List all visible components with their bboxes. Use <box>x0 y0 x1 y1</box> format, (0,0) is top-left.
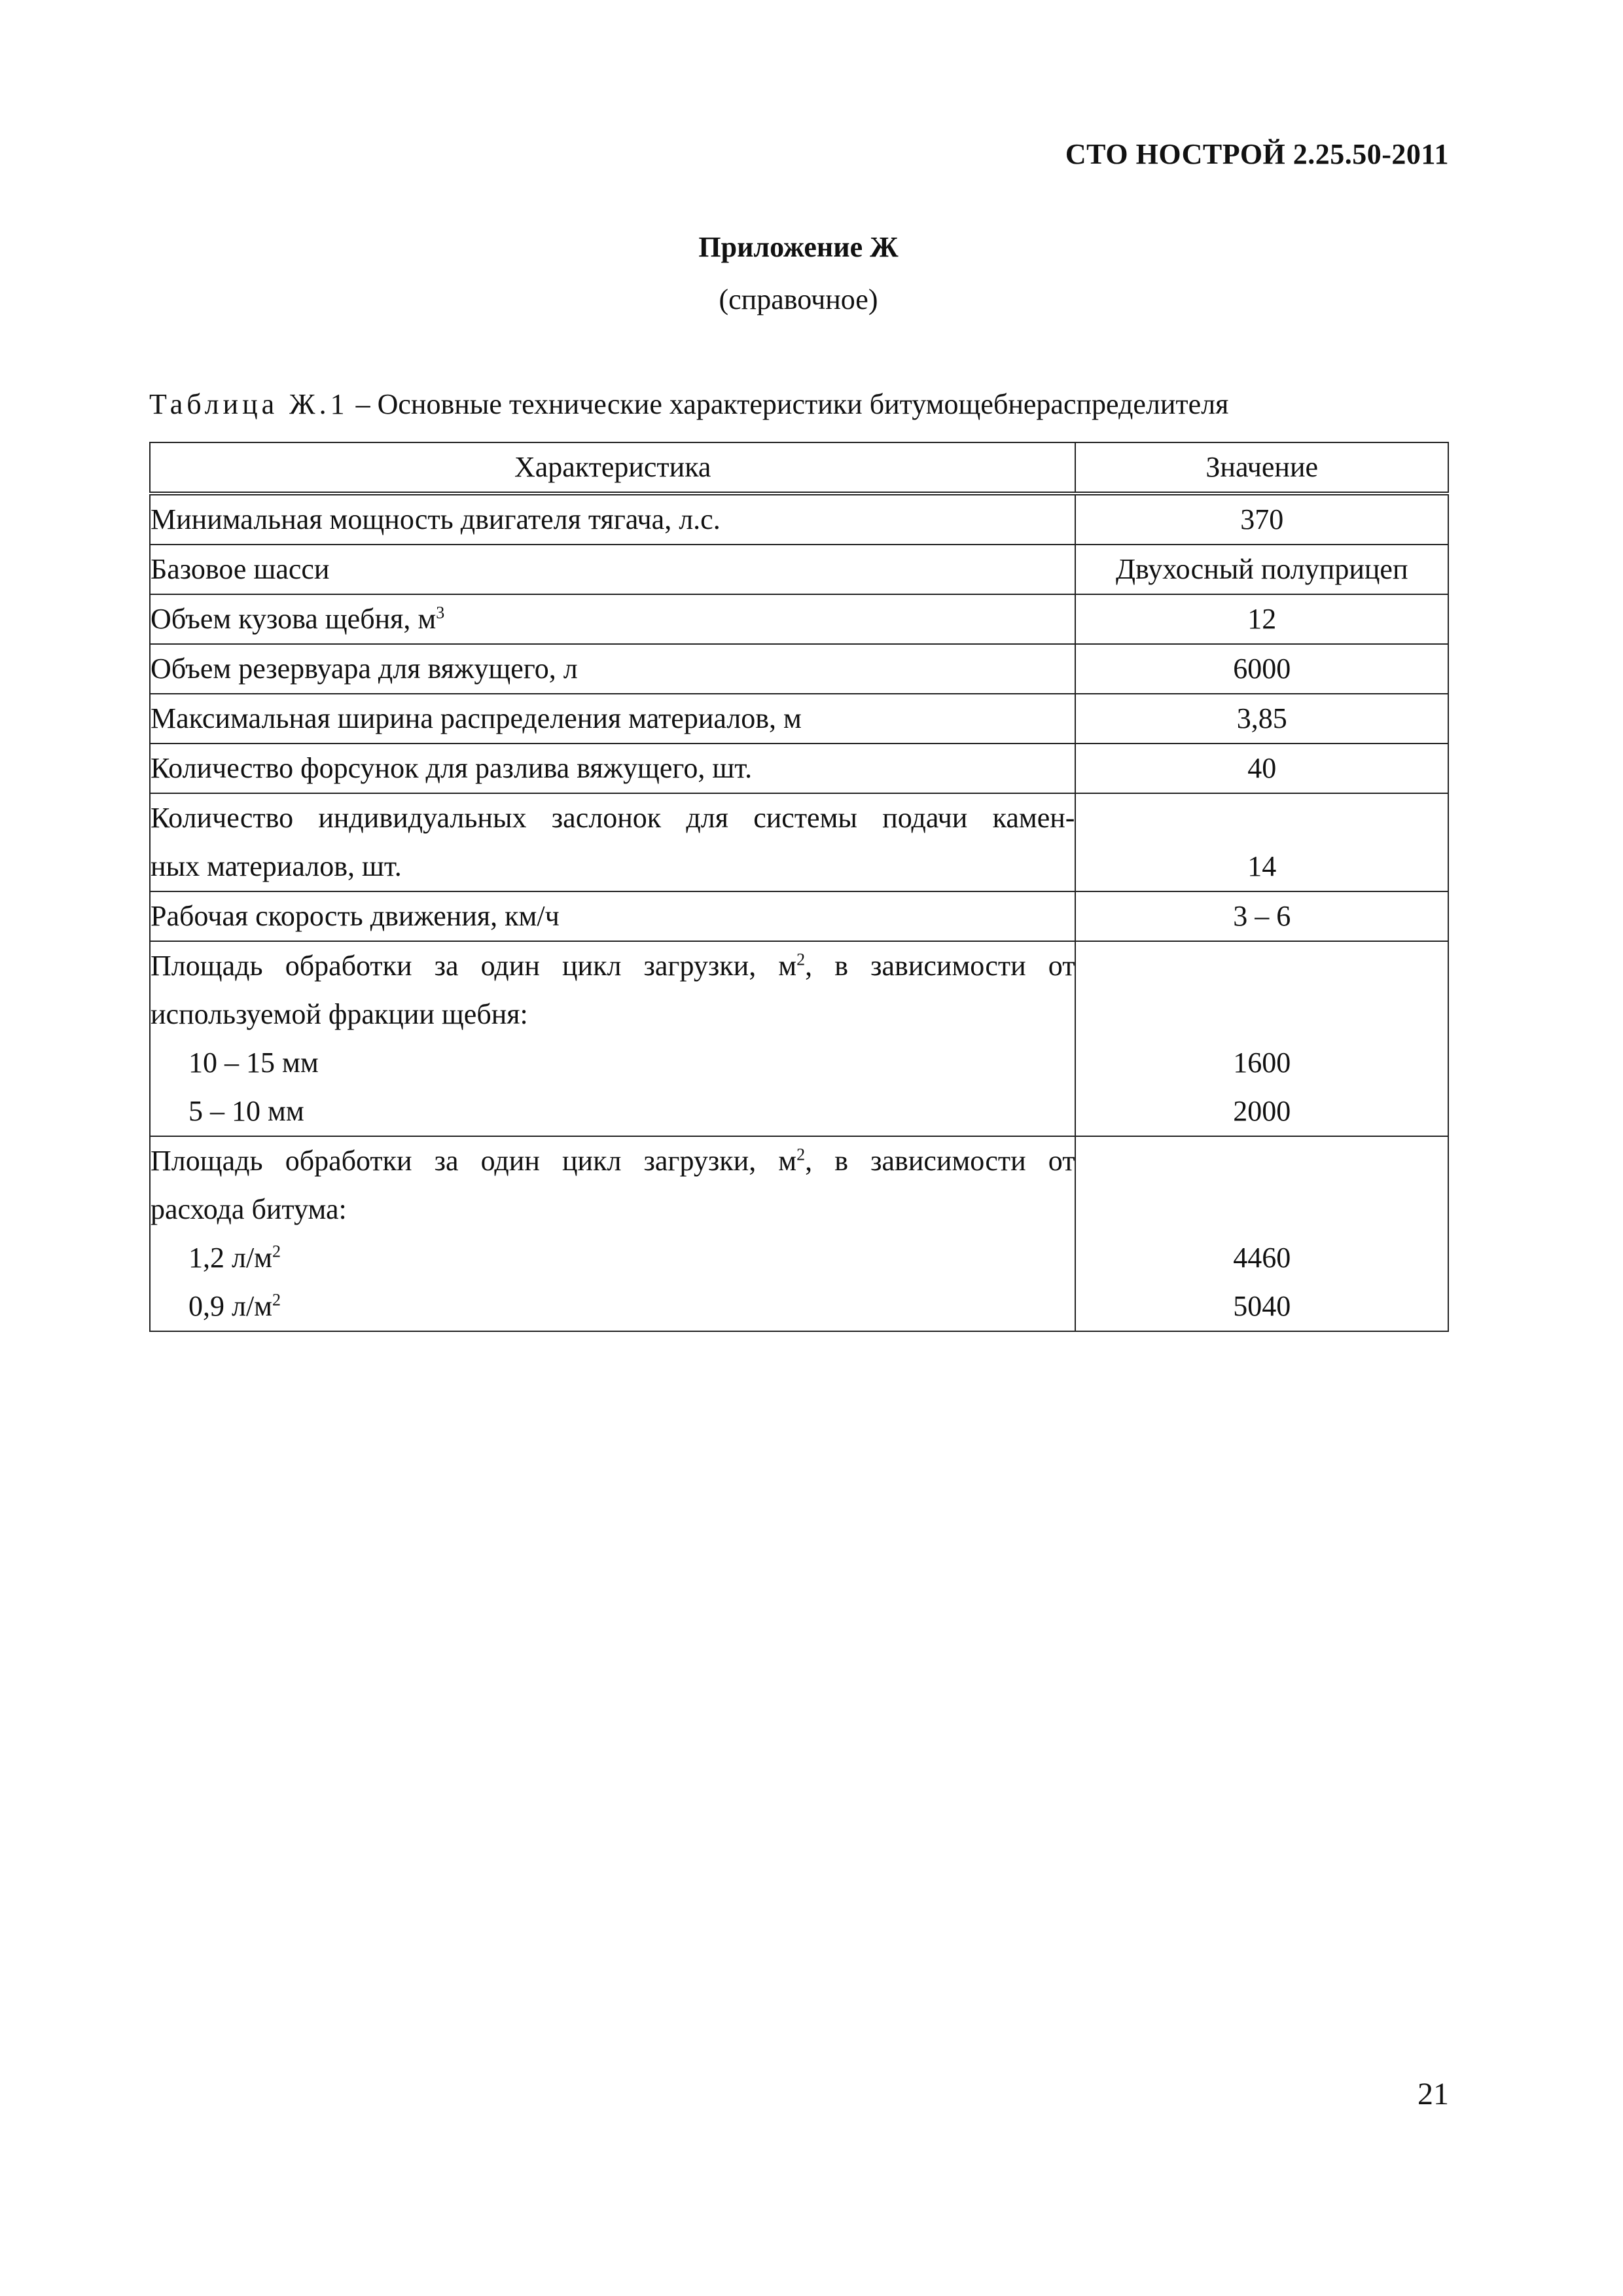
table-row <box>150 1136 1448 1331</box>
page-number: 21 <box>1418 2077 1449 2111</box>
header-value: Значение <box>1075 442 1448 493</box>
row-characteristic-line-1: Количество индивидуальных заслонок для системы подачи камен- <box>151 802 1075 834</box>
row-characteristic-line-2: ных материалов, шт. <box>151 850 402 882</box>
row-value-text: 6000 <box>1233 653 1291 685</box>
row-characteristic <box>150 545 1075 594</box>
row-characteristic <box>150 744 1075 793</box>
sub-item-label-line <box>151 1282 1075 1331</box>
row-value <box>1075 545 1448 594</box>
sub-item-value: 1600 <box>1233 1047 1291 1079</box>
row-characteristic-line <box>151 595 1075 643</box>
row-value <box>1075 941 1448 1136</box>
row-characteristic-text-cont: , в зависимости от <box>805 1145 1075 1177</box>
table-header-row <box>150 442 1448 493</box>
table-caption <box>149 387 1228 421</box>
table-row <box>150 493 1448 545</box>
row-characteristic <box>150 644 1075 694</box>
row-characteristic <box>150 493 1075 545</box>
row-value-text: 3,85 <box>1236 702 1287 734</box>
row-value-text: 12 <box>1247 603 1277 635</box>
row-characteristic-text-cont: , в зависимости от <box>805 950 1075 982</box>
sub-item-value: 5040 <box>1233 1290 1291 1322</box>
superscript: 2 <box>272 1242 281 1261</box>
specifications-table <box>149 442 1449 1332</box>
row-characteristic <box>150 891 1075 941</box>
superscript: 2 <box>796 1145 806 1164</box>
sub-item-value: 2000 <box>1233 1095 1291 1127</box>
table-row <box>150 744 1448 793</box>
row-value-text: 3 – 6 <box>1233 900 1291 932</box>
table-row <box>150 594 1448 644</box>
table-row <box>150 941 1448 1136</box>
table-caption-text: – Основные технические характеристики битумощебнераспределителя <box>348 388 1229 420</box>
row-value-text: 14 <box>1247 850 1277 882</box>
row-value <box>1075 1136 1448 1331</box>
row-characteristic-line-2: расхода битума: <box>151 1193 347 1225</box>
row-value <box>1075 644 1448 694</box>
row-characteristic-text: Объем кузова щебня, м <box>151 603 437 635</box>
row-characteristic <box>150 594 1075 644</box>
table-row <box>150 891 1448 941</box>
row-characteristic-text: Площадь обработки за один цикл загрузки, м <box>151 950 797 982</box>
row-characteristic <box>150 793 1075 891</box>
sub-item-label: 10 – 15 мм <box>188 1047 319 1079</box>
sub-item-label: 5 – 10 мм <box>188 1095 304 1127</box>
superscript: 2 <box>272 1290 281 1310</box>
superscript: 2 <box>796 950 806 969</box>
row-value <box>1075 694 1448 744</box>
row-value <box>1075 594 1448 644</box>
sub-item-value: 4460 <box>1233 1242 1291 1274</box>
table-caption-label: Таблица Ж.1 <box>149 388 349 420</box>
document-code: СТО НОСТРОЙ 2.25.50-2011 <box>1065 138 1449 170</box>
row-characteristic-text: Объем резервуара для вяжущего, л <box>151 653 578 685</box>
table-row <box>150 694 1448 744</box>
superscript: 3 <box>436 603 445 622</box>
table-row <box>150 793 1448 891</box>
table-row <box>150 545 1448 594</box>
row-characteristic-line-2: используемой фракции щебня: <box>151 998 528 1030</box>
row-characteristic-text: Рабочая скорость движения, км/ч <box>151 900 560 932</box>
table-row <box>150 644 1448 694</box>
row-value-text: Двухосный полуприцеп <box>1115 553 1408 585</box>
row-value-text: 40 <box>1247 752 1277 784</box>
row-characteristic-text: Максимальная ширина распределения материалов, м <box>151 702 802 734</box>
sub-item-label: 1,2 л/м <box>188 1242 273 1274</box>
appendix-subtitle: (справочное) <box>719 283 878 315</box>
row-characteristic-text: Базовое шасси <box>151 553 330 585</box>
row-characteristic-text: Площадь обработки за один цикл загрузки, м <box>151 1145 797 1177</box>
row-value <box>1075 793 1448 891</box>
row-characteristic-line-1 <box>151 942 1075 990</box>
sub-item-label-line <box>151 1234 1075 1282</box>
row-value <box>1075 891 1448 941</box>
row-characteristic-text: Количество форсунок для разлива вяжущего, шт. <box>151 752 753 784</box>
header-characteristic: Характеристика <box>150 442 1075 493</box>
row-characteristic <box>150 1136 1075 1331</box>
appendix-title: Приложение Ж <box>698 231 899 263</box>
row-characteristic-line-1 <box>151 1137 1075 1185</box>
sub-item-label: 0,9 л/м <box>188 1290 273 1322</box>
row-characteristic-text: Минимальная мощность двигателя тягача, л.с. <box>151 503 721 535</box>
row-characteristic <box>150 941 1075 1136</box>
row-characteristic <box>150 694 1075 744</box>
row-value-text: 370 <box>1240 503 1284 535</box>
row-value <box>1075 493 1448 545</box>
row-value <box>1075 744 1448 793</box>
